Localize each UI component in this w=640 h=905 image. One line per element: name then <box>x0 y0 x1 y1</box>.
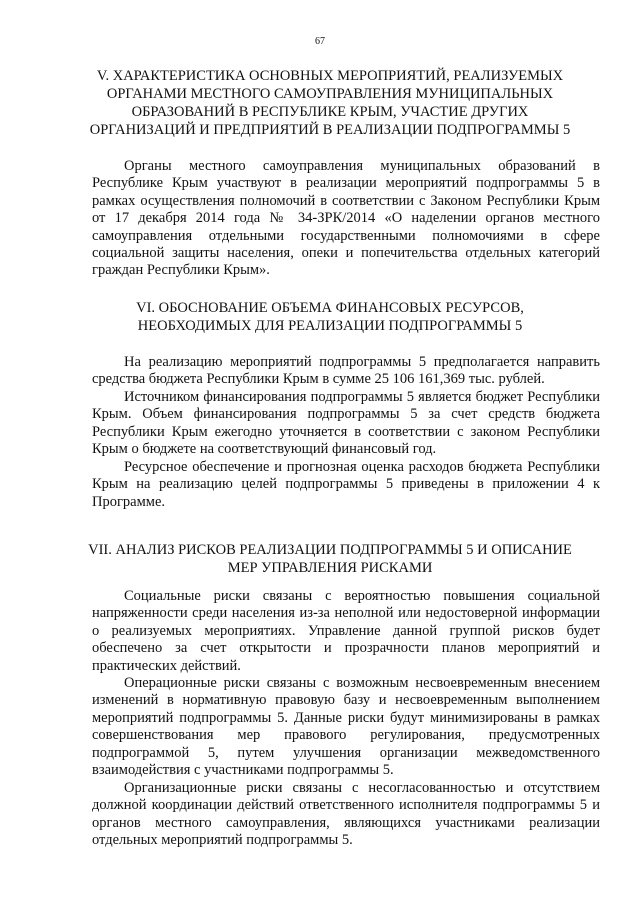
section-6-heading: VI. ОБОСНОВАНИЕ ОБЪЕМА ФИНАНСОВЫХ РЕСУРСОВ, НЕОБХОДИМЫХ ДЛЯ РЕАЛИЗАЦИИ ПОДПРОГРАММЫ 5 <box>136 300 524 334</box>
section-6-paragraph-1: На реализацию мероприятий подпрограммы 5 предполагается направить средства бюджета Республики Крым в сумме 25 106 161,369 тыс. рублей. <box>92 354 600 388</box>
section-7-paragraph-1: Социальные риски связаны с вероятностью повышения социальной напряженности среди населения из-за неполной или недостоверной информации о реализуемых мероприятиях. Управление данной группой рисков будет обеспечено за счет открытости и прозрачности планов мероприятий и практических действий. <box>92 588 600 674</box>
section-6-paragraph-3: Ресурсное обеспечение и прогнозная оценка расходов бюджета Республики Крым на реализацию целей подпрограммы 5 приведены в приложении 4 к Программе. <box>92 459 600 510</box>
section-7-paragraph-2: Операционные риски связаны с возможным несвоевременным внесением изменений в нормативную правовую базу и несвоевременным выполнением мероприятий подпрограммы 5. Данные риски будут минимизированы в рамках совершенствования мер правового регулирования, предусмотренных подпрограммой 5, путем улучшения организации межведомственного взаимодействия с участниками подпрограммы 5. <box>92 675 600 779</box>
section-5-heading: V. ХАРАКТЕРИСТИКА ОСНОВНЫХ МЕРОПРИЯТИЙ, РЕАЛИЗУЕМЫХ ОРГАНАМИ МЕСТНОГО САМОУПРАВЛЕНИЯ МУНИЦИПАЛЬНЫХ ОБРАЗОВАНИЙ В РЕСПУБЛИКЕ КРЫМ, УЧАСТИЕ ДРУГИХ ОРГАНИЗАЦИЙ И ПРЕДПРИЯТИЙ В РЕАЛИЗАЦИИ ПОДПРОГРАММЫ 5 <box>89 68 571 138</box>
section-7-paragraph-3: Организационные риски связаны с несогласованностью и отсутствием должной координации действий ответственного исполнителя подпрограммы 5 и органов местного самоуправления, являющихся участниками реализации отдельных мероприятий подпрограммы 5. <box>92 780 600 849</box>
section-7-heading: VII. АНАЛИЗ РИСКОВ РЕАЛИЗАЦИИ ПОДПРОГРАММЫ 5 И ОПИСАНИЕ МЕР УПРАВЛЕНИЯ РИСКАМИ <box>88 542 572 576</box>
section-6-paragraph-2: Источником финансирования подпрограммы 5 является бюджет Республики Крым. Объем финансирования подпрограммы 5 за счет средств бюджета Республики Крым ежегодно уточняется в соответствии с законом Республики Крым о бюджете на соответствующий финансовый год. <box>92 389 600 458</box>
section-5-paragraph: Органы местного самоуправления муниципальных образований в Республике Крым участвуют в реализации мероприятий подпрограммы 5 в рамках осуществления полномочий в соответствии с Законом Республики Крым от 17 декабря 2014 года № 34-ЗРК/2014 «О наделении органов местного самоуправления отдельными государственными полномочиями в сфере социальной защиты населения, опеки и попечительства отдельных категорий граждан Республики Крым». <box>92 158 600 279</box>
page-number: 67 <box>315 36 325 47</box>
